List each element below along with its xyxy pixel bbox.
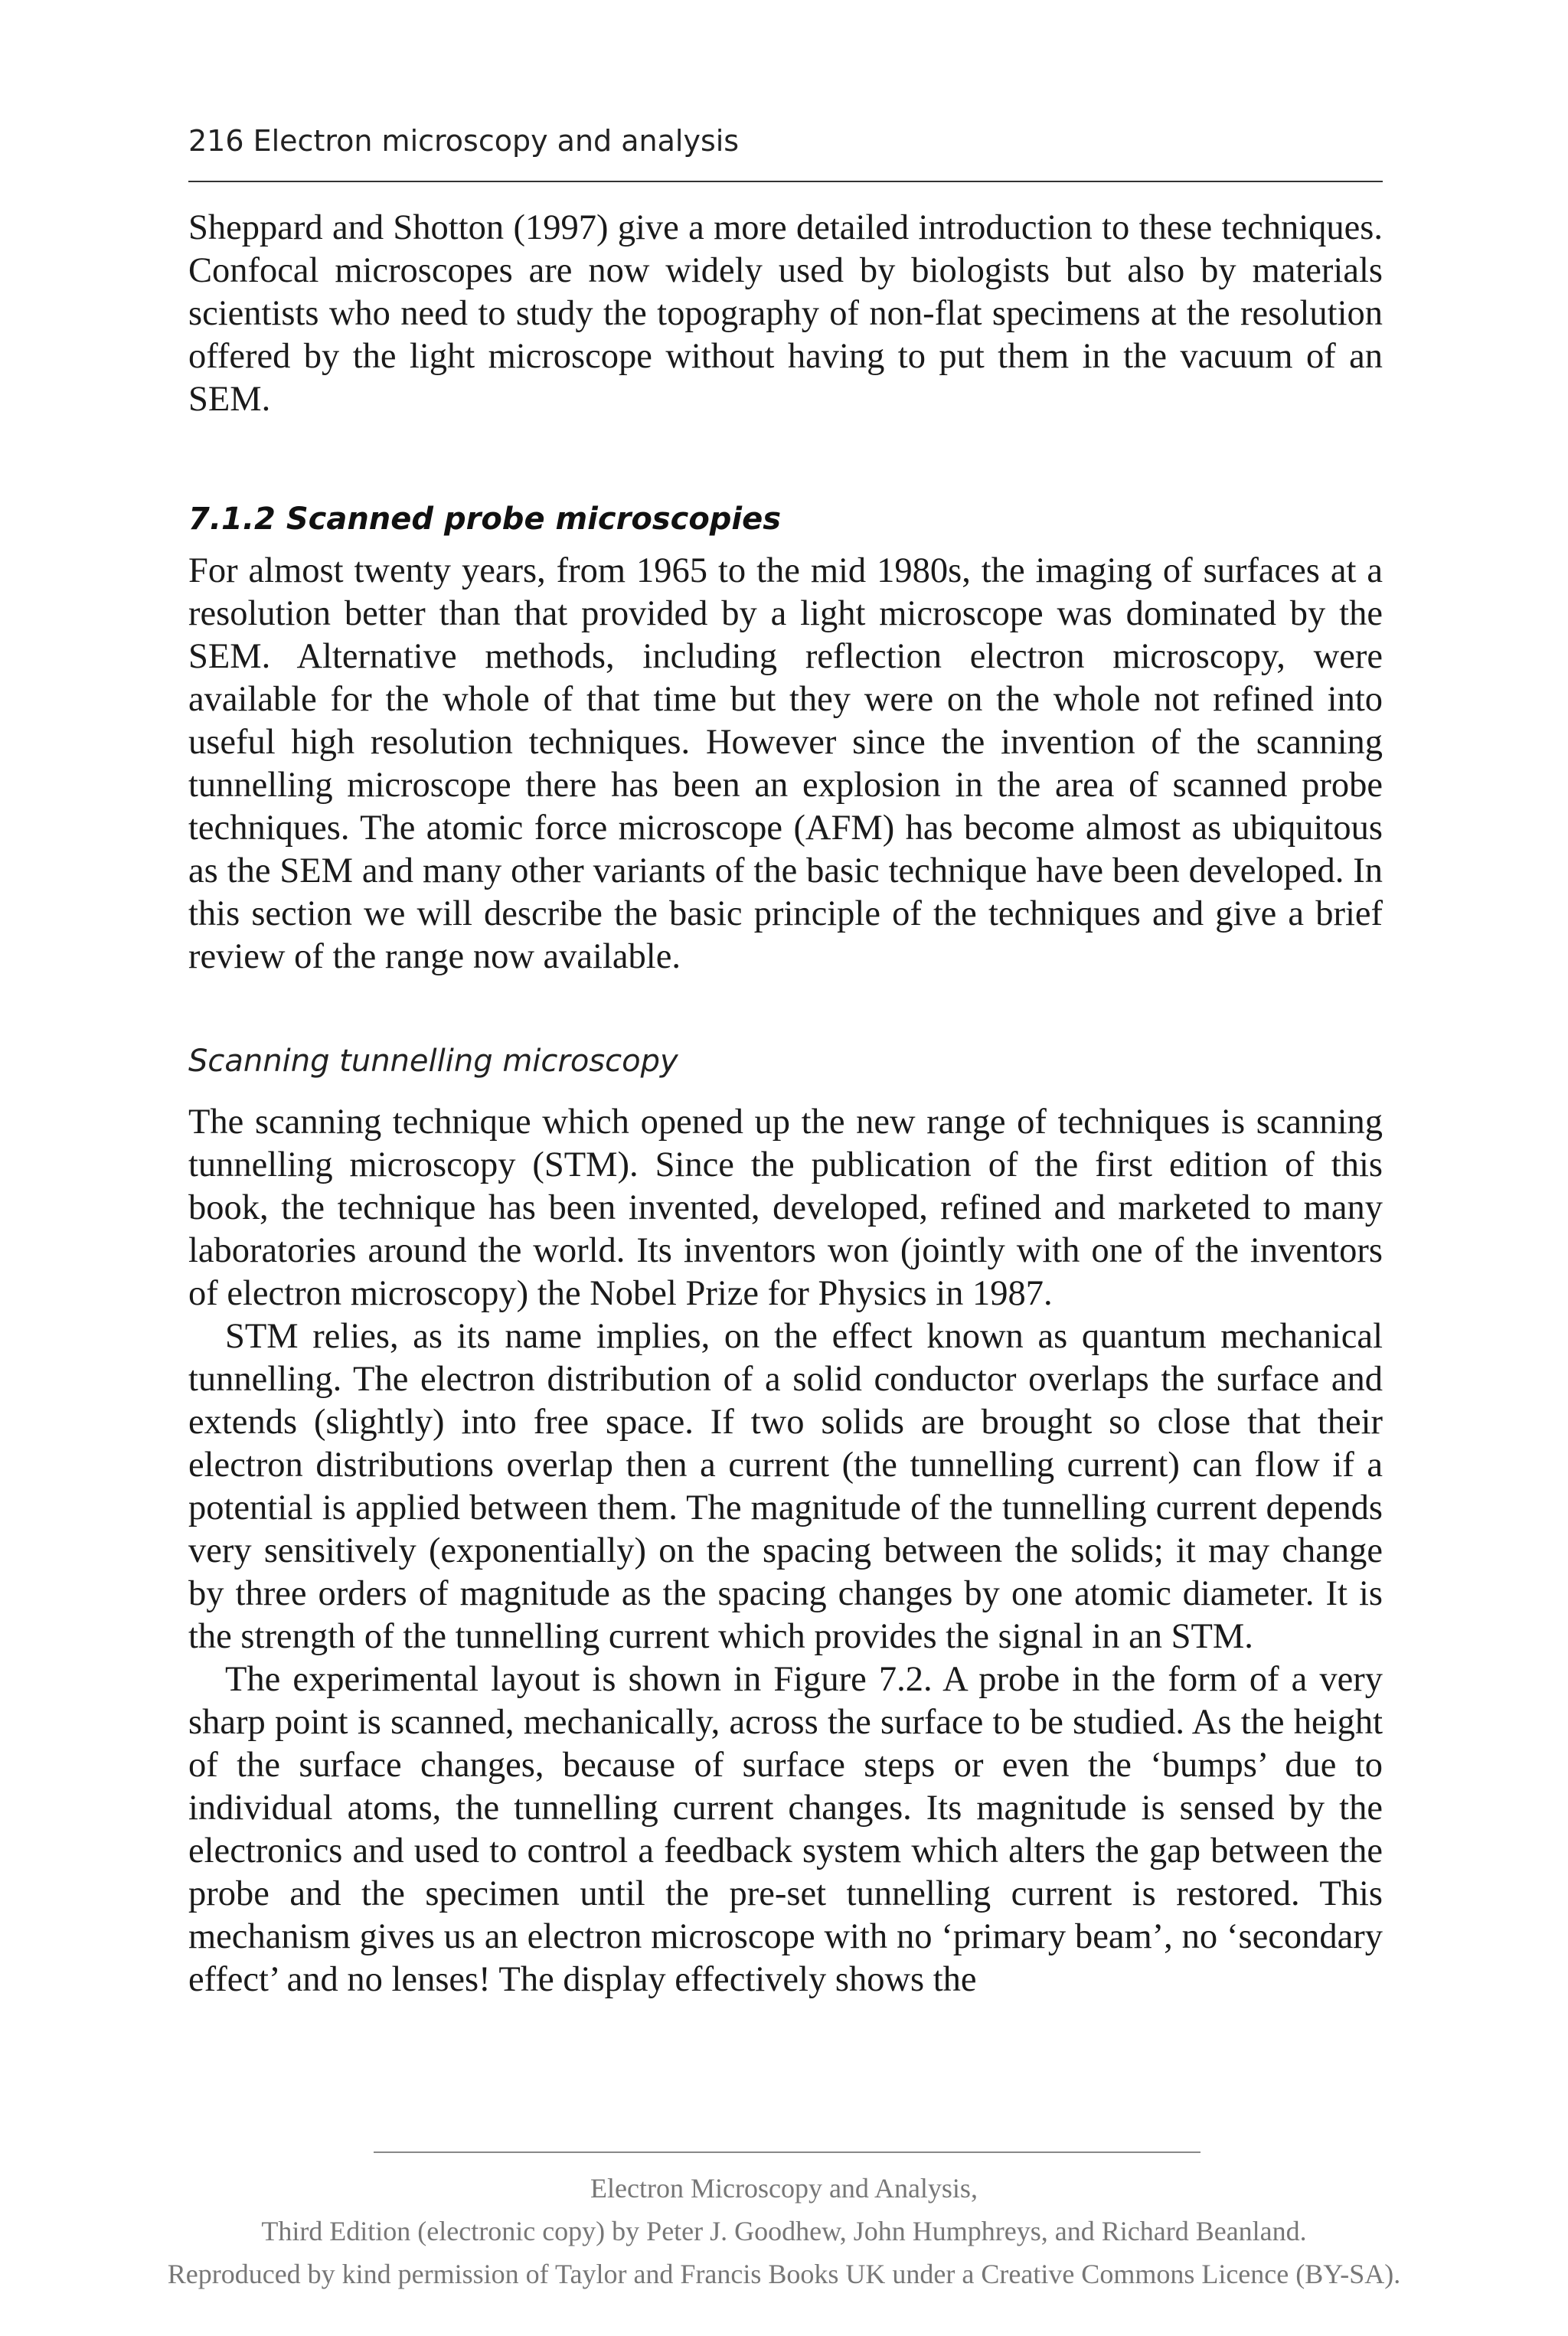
footer-rule [374, 2151, 1200, 2153]
paragraph: The experimental layout is shown in Figure 7.2. A probe in the form of a very sharp point is scanned, mechanically, across the surface to be studied. As the height of the surface changes, because of surface steps or even the ‘bumps’ due to individual atoms, the tunnelling current changes. Its magnitude is sensed by the electronics and used to control a feedback system which alters the gap between the probe and the specimen until the pre-set tunnelling current is restored. This mechanism gives us an electron microscope with no ‘primary beam’, no ‘secondary effect’ and no lenses! The display effectively shows the [188, 1660, 1383, 1999]
intro-paragraph: Sheppard and Shotton (1997) give a more detailed introduction to these techniques. Confocal microscopes are now widely used by biologists but also by materials scientists who need to study the topography of non-flat specimens at the resolution offered by the light microscope without having to put them in the vacuum of an SEM. [188, 208, 1383, 419]
paragraph: The scanning technique which opened up the new range of techniques is scanning tunnelling microscopy (STM). Since the publication of the first edition of this book, the technique has been invented, developed, refined and marketed to many laboratories around the world. Its inventors won (jointly with one of the inventors of electron microscopy) the Nobel Prize for Physics in 1987. [188, 1103, 1383, 1313]
footer-line: Electron Microscopy and Analysis, [590, 2173, 978, 2204]
header-rule [188, 181, 1383, 182]
subsection-block [188, 1101, 1383, 2001]
running-head: 216 Electron microscopy and analysis [188, 124, 740, 158]
section-heading: 7.1.2 Scanned probe microscopies [188, 502, 782, 537]
section-block [188, 550, 1383, 979]
paragraph: STM relies, as its name implies, on the effect known as quantum mechanical tunnelling. The electron distribution of a solid conductor overlaps the surface and extends (slightly) into free space. If two solids are brought so close that their electron distributions overlap then a current (the tunnelling current) can flow if a potential is applied between them. The magnitude of the tunnelling current depends very sensitively (exponentially) on the spacing between the solids; it may change by three orders of magnitude as the spacing changes by one atomic diameter. It is the strength of the tunnelling current which provides the signal in an STM. [188, 1317, 1383, 1656]
intro-block [188, 207, 1383, 421]
footer-line: Reproduced by kind permission of Taylor and Francis Books UK under a Creative Commons Licence (BY-SA). [167, 2259, 1401, 2289]
footer-line: Third Edition (electronic copy) by Peter J. Goodhew, John Humphreys, and Richard Beanland. [261, 2216, 1307, 2246]
footer [0, 2167, 1568, 2295]
subsection-heading: Scanning tunnelling microscopy [188, 1044, 678, 1079]
section-paragraph: For almost twenty years, from 1965 to the mid 1980s, the imaging of surfaces at a resolution better than that provided by a light microscope was dominated by the SEM. Alternative methods, including reflection electron microscopy, were available for the whole of that time but they were on the whole not refined into useful high resolution techniques. However since the invention of the scanning tunnelling microscope there has been an explosion in the area of scanned probe techniques. The atomic force microscope (AFM) has become almost as ubiquitous as the SEM and many other variants of the basic technique have been developed. In this section we will describe the basic principle of the techniques and give a brief review of the range now available. [188, 551, 1383, 976]
